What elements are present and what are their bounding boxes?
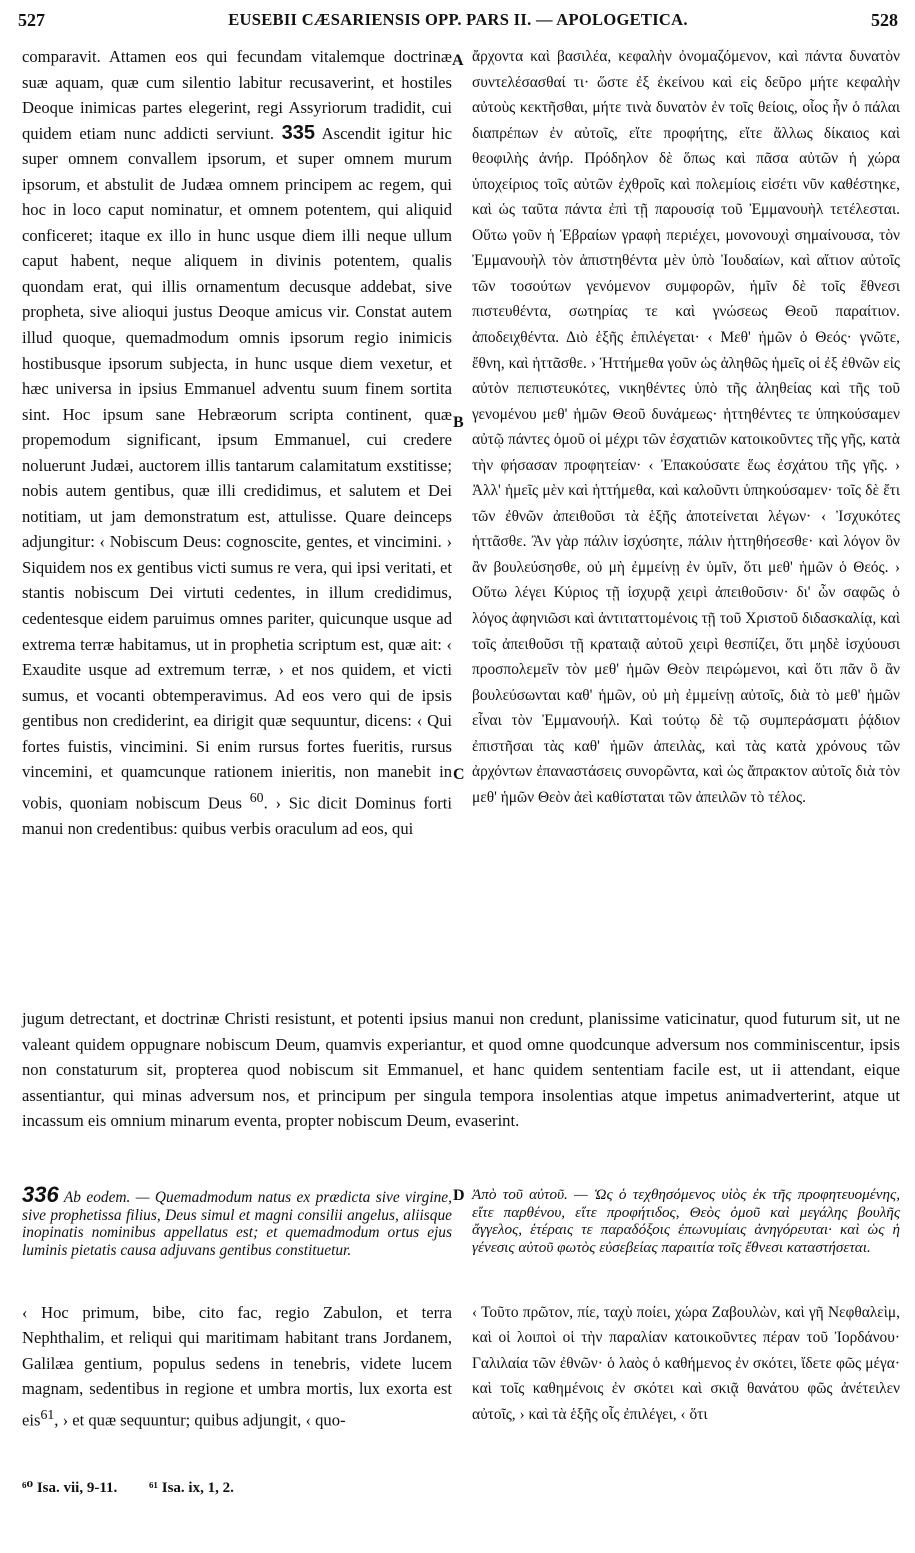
page-number-right: 528 [871,10,898,30]
latin-text-before: comparavit. Attamen eos qui fecundam vitalemque doctrinæ suæ aquam, quæ cum silentio labitur recusaverint, et hostiles Deoque inimicas partes elegerint, regi Assyriorum tradidit, cui quidem etiam nunc addicti serviunt. [22,47,452,143]
latin-paragraph-336 [22,1300,452,1433]
page-header [18,10,898,40]
margin-letter-b: B [453,414,464,431]
margin-letter-c: C [453,766,465,783]
latin-body-end: , › et quæ sequuntur; quibus adjungit, ‹ quo- [54,1410,346,1430]
latin-full-text: jugum detrectant, et doctrinæ Christi resistunt, et potenti ipsius manui non credunt, planissime vaticinatur, quod futurum sit, ut ne valeant quidem oppugnare nobiscum Deum, quamvis experiantur, et quod omne quodcunque adversum nos comminiscentur, ipsis non constaturum sit, propterea quod nobiscum sit Emmanuel, et hanc quidem sententiam facile est, ut ii attendant, eique assentiantur, qui minas adversum nos, et principum per singula tempora insolentias atque impetus animadverterint, atque ut incassum eis omnium minarum eventa, propter nobiscum Deum, evaserint. [22,1009,900,1130]
footnote-61: ⁶¹ Isa. ix, 1, 2. [149,1480,234,1496]
greek-section-heading [472,1186,900,1256]
footnotes [22,1478,452,1497]
latin-body-text: ‹ Hoc primum, bibe, cito fac, regio Zabulon, et terra Nephthalim, et reliqui qui maritimam habitant trans Jordanem, Galilæa gentium, populus sedens in tenebris, videte lucem magnam, sedentibus in regione et umbra mortis, lux exorta est eis [22,1303,452,1430]
latin-section-heading [22,1182,452,1259]
greek-column-top [472,44,900,810]
latin-text-end: . › Sic dicit Dominus forti manui non credentibus: quibus verbis oraculum ad eos, qui [22,793,452,838]
greek-paragraph-336: ‹ Τοῦτο πρῶτον, πίε, ταχὺ ποίει, χώρα Ζαβουλὼν, καὶ γῆ Νεφθαλεὶμ, καὶ οἱ λοιποὶ οἱ τὴν παραλίαν κατοικοῦντες πέραν τοῦ Ἰορδάνου· Γαλιλαία τῶν ἐθνῶν· ὁ λαὸς ὁ καθήμενος ἐν σκότει, ἴδετε φῶς μέγα· καὶ τοῖς καθημένοις ἐν σκότει καὶ σκιᾷ θανάτου φῶς ἀνέτειλεν αὐτοῖς, › καὶ τὰ ἑξῆς οἷς ἐπιλέγει, ‹ ὅτι [472,1304,900,1423]
latin-column-bottom [22,1300,452,1433]
greek-heading-text: Ἀπὸ τοῦ αὐτοῦ. — Ὡς ὁ τεχθησόμενος υἱὸς ἐκ τῆς προφητευομένης, εἴτε παρθένου, εἴτε προφήτιδος, Θεὸς ὁμοῦ καὶ μεγάλης βουλῆς ἄγγελος, ἑτέραις τε παραδόξοις ἐπωνυμίαις ἀνηγόρευται· καὶ ὡς ἡ γένεσις αὐτοῦ φωτὸς εὐσεβείας παραιτία τοῖς ἔθνεσι καταστήσεται. [472,1186,900,1256]
running-title: EUSEBII CÆSARIENSIS OPP. PARS II. — APOLOGETICA. [228,10,688,29]
margin-letter-a: A [452,52,464,69]
greek-column-bottom [472,1300,900,1427]
footnote-ref-61: 61 [40,1406,55,1422]
latin-heading-text: Ab eodem. — Quemadmodum natus ex prædicta sive virgine, sive prophetissa filius, Deus simul et magni consilii angelus, aliisque inopinatis nominibus appellatus est; et quemadmodum ortus ejus luminis pietatis causa adjuvans gentibus constituetur. [22,1189,452,1259]
section-number-335: 335 [281,121,315,144]
greek-paragraph: ἄρχοντα καὶ βασιλέα, κεφαλὴν ὀνομαζόμενον, καὶ πάντα δυνατὸν συντελέσασθαί τι· ὥστε ἐξ ἐκείνου καὶ εἰς δεῦρο μήτε κεφαλὴν αὐτοὺς κεκτῆσθαι, μήτε τινὰ δυνατὸν ἐν τοῖς θείοις, οἷος ἦν ὁ πάλαι διαπρέπων ἐν αὐτοῖς, εἴτε προφήτης, εἴτε ἄλλως δίκαιος καὶ θεοφιλὴς ἀνήρ. Πρόδηλον δὲ ὅπως καὶ πᾶσα αὐτῶν ἡ χώρα ὑποχείριος τοῖς αὐτῶν ἐχθροῖς καὶ πολεμίοις εἰσέτι νῦν καθέστηκε, καὶ ὡς ταῦτα πάντα ἐπὶ τῇ παρουσίᾳ τοῦ Ἐμμανουὴλ τετέλεσται. Οὕτω γοῦν ἡ Ἑβραίων γραφὴ περιέχει, μονονουχὶ σημαίνουσα, τὸν Ἐμμανουὴλ τὸν ἀπιστηθέντα μὲν ὑπὸ Ἰουδαίων, καὶ αἴτιον αὐτοῖς τῶν τοσούτων γενόμενον συμφορῶν, ἡμῖν δὲ τοῖς ἔθνεσι πιστευθέντα, σωτηρίας τε καὶ γνώσεως Θεοῦ παραίτιον. ἀποδειχθέντα. Διὸ ἑξῆς ἐπιλέγεται· ‹ Μεθ' ἡμῶν ὁ Θεός· γνῶτε, ἔθνη, καὶ ἡττᾶσθε. › Ἡττήμεθα γοῦν ὡς ἀληθῶς ἡμεῖς οἱ ἐξ ἐθνῶν εἰς αὐτὸν πεπιστευκότες, νικηθέντες ὑπὸ τῆς ἀληθείας καὶ τῆς τοῦ γενομένου μεθ' ἡμῶν Θεοῦ δυνάμεως· ἡττηθέντες τε ὑπηκούσαμεν αὐτῷ πάντες ὁμοῦ οἱ μέχρι τῶν ἐσχατιῶν κατοικοῦντες τῆς γῆς, κατὰ τὴν φήσασαν προφητείαν· ‹ Ἐπακούσατε ἕως ἐσχάτου τῆς γῆς. › Ἀλλ' ἡμεῖς μὲν καὶ ἡττήμεθα, καὶ καλοῦντι ὑπηκούσαμεν· τοῖς δὲ ἔτι τῶν ἐθνῶν ἀπειθοῦσι τὰ ἑξῆς ἀποτείνεται λέγων· ‹ Ἰσχυκότες ἡττᾶσθε. Ἂν γὰρ πάλιν ἰσχύσητε, πάλιν ἡττηθήσεσθε· καὶ λόγον ὃν ἂν βουλεύσησθε, οὐ μὴ ἐμμείνῃ ἐν ὑμῖν, ὅτι μεθ' ἡμῶν ὁ Θεός. › Οὕτω λέγει Κύριος τῇ ἰσχυρᾷ χειρὶ ἀπειθοῦσιν· δι' ὧν σαφῶς ὁ λόγος ἀφηνιῶσι καὶ ἀντιταττομένοις τῇ τοῦ Χριστοῦ διδασκαλίᾳ, καὶ τοῖς ἀπειθοῦσι τῇ κραταιᾷ αὐτοῦ χειρὶ θεσπίζει, ὅτι μηδὲ ἰσχύουσι προσπολεμεῖν τὸν μεθ' ἡμῶν Θεὸν πειρώμενοι, καὶ ὅτι πᾶν ὃ ἂν βουλεύσωνται καθ' ἡμῶν, οὐ μὴ ἐμμείνῃ αὐτοῖς, διὰ τὸ μεθ' ἡμῶν εἶναι τὸν Ἐμμανουήλ. Καὶ τούτῳ δὲ τῷ συμπεράσματι ῥᾴδιον ἐπιστῆσαι τὰς καθ' ἡμῶν ἀπειλὰς, καὶ τὰς κατὰ χρόνους τῶν ἀρχόντων ἐπαναστάσεις συνορῶντα, καὶ ὡς ἄπρακτον αὐτοῖς διὰ τὸν μεθ' ἡμῶν Θεὸν ἀεὶ καθίσταται τῶν ἀπειλῶν τὸ τέλος. [472,48,900,806]
margin-letter-d: D [453,1187,465,1204]
latin-column-top [22,44,452,841]
latin-paragraph [22,44,452,841]
latin-text-after: Ascendit igitur hic super omnem convallem ipsorum, et super omnem murum ipsorum, et abstulit de Judæa omnem principem ac regem, qui hoc in loco caput nominatur, et omnem potentem, qui aliquid conficeret; itaque ex illo in hunc usque diem illi neque ullum caput habent, neque aliquem in divinis potentem, qualis quondam erat, qui illis ornamentum decusque addebat, sive propheta, sive alioqui justus Deoque amicus vir. Constat autem illud quoque, quemadmodum omnis ipsorum regio inimicis hostibusque ipsorum subjecta, in hunc usque diem vexetur, et hæc universa in ipsius Emmanuel adventu suum finem sortita sint. Hoc ipsum sane Hebræorum scripta continent, quæ propemodum significant, ipsum Emmanuel, cui credere noluerunt Judæi, auctorem illis tantarum calamitatum exstitisse; nobis autem gentibus, quæ illi credidimus, et salutem et Dei notitiam, ut jam demonstratum est, attulisse. Quare deinceps adjungitur: ‹ Nobiscum Deus: cognoscite, gentes, et vincimini. › Siquidem nos ex gentibus victi sumus re vera, qui ipsi veritati, et stantis nobiscum Dei virtuti cedentes, in illum credidimus, cedentesque eidem paruimus omnes pariter, quicunque usque ad extrema terræ habitamus, ut in prophetia scriptum est, quæ ait: ‹ Exaudite usque ad extremum terræ, › et nos quidem, et victi sumus, et vocanti obtemperavimus. Ad eos vero qui de ipsis gentibus non crediderint, ea dirigit quæ sequuntur, dicens: ‹ Qui fortes fuistis, vincimini. Si enim rursus fortes fueritis, rursus vincemini, et quamcunque rationem inieritis, non manebit in vobis, quoniam nobiscum Deus [22,123,452,813]
section-number-336: 336 [22,1182,59,1207]
footnote-60: ⁶⁰ Isa. vii, 9-11. [22,1480,118,1496]
latin-full-width-paragraph [22,1006,900,1134]
footnote-ref-60: 60 [249,789,264,805]
page-number-left: 527 [18,10,45,30]
